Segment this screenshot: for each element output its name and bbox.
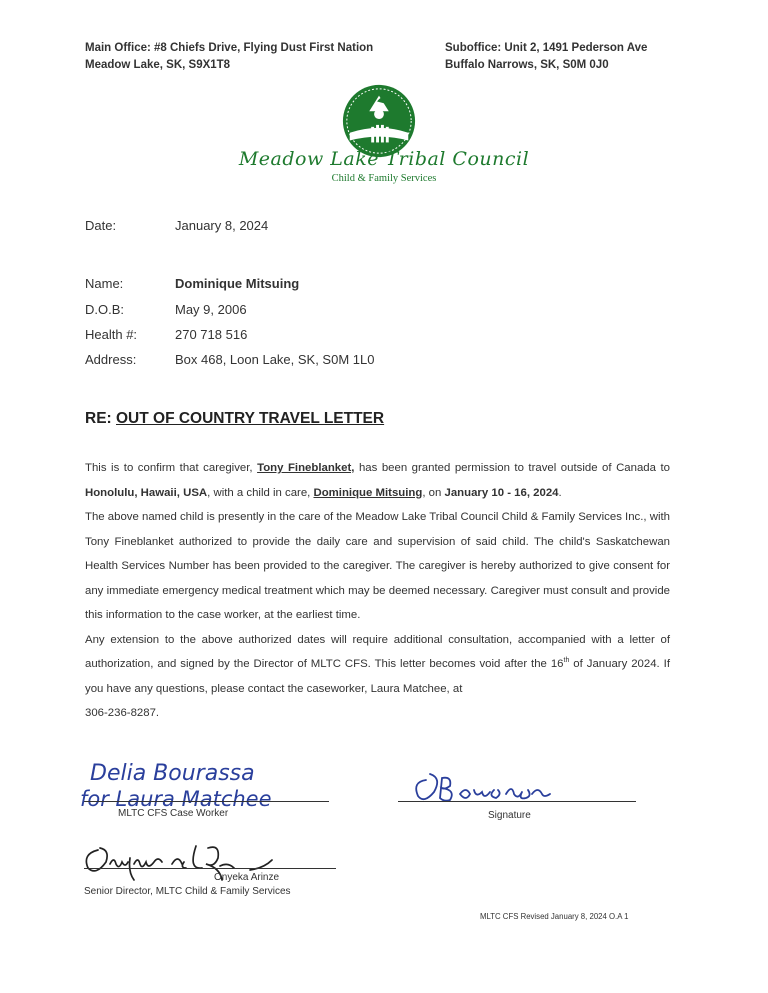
- paragraph-3: [85, 628, 670, 702]
- suboffice-address: [445, 40, 647, 74]
- paragraph-2: The above named child is presently in the care of the Meadow Lake Tribal Council Child & Family Services Inc., with Tony Fineblanket authorized to provide the daily care and supervision of said child. The child's Saskatchewan Health Services Number has been provided to the caregiver. The caregiver is hereby authorized to give consent for any immediate emergency medical treatment which may be deemed necessary. Caregiver must consult and provide this information to the case worker, at the earliest time.: [85, 511, 670, 621]
- signature-line: [398, 801, 636, 802]
- health-number-label: Health #:: [85, 327, 138, 342]
- date-label: Date:: [85, 218, 117, 233]
- main-office-line2: Meadow Lake, SK, S9X1T8: [85, 59, 231, 71]
- signature-label: Signature: [488, 810, 531, 821]
- main-office-address: [85, 40, 373, 74]
- handwritten-name-line2: for Laura Matchee: [80, 787, 272, 811]
- p1-text-e: .: [558, 486, 562, 499]
- p1-text-d: , on: [422, 486, 445, 499]
- letter-body: [85, 456, 670, 726]
- handwritten-name-line1: Delia Bourassa: [90, 761, 255, 786]
- dob-value: May 9, 2006: [175, 302, 247, 317]
- re-prefix: RE:: [85, 410, 116, 427]
- suboffice-line1: Suboffice: Unit 2, 1491 Pederson Ave: [445, 42, 648, 54]
- address-value: Box 468, Loon Lake, SK, S0M 1L0: [175, 352, 375, 367]
- organization-subtitle: Child & Family Services: [331, 173, 437, 184]
- p3-text-a: Any extension to the above authorized dates will require additional consultation, accompanied with a letter of authorization, and signed by the Director of MLTC CFS. This letter becomes void after the 16: [85, 633, 670, 670]
- travel-dates: January 10 - 16, 2024: [444, 486, 559, 499]
- address-label: Address:: [85, 352, 137, 367]
- main-office-line1: Main Office: #8 Chiefs Drive, Flying Dust First Nation: [85, 42, 374, 54]
- case-worker-label: MLTC CFS Case Worker: [118, 808, 229, 819]
- organization-name: Meadow Lake Tribal Council: [238, 148, 530, 170]
- child-name: Dominique Mitsuing: [313, 486, 423, 499]
- p1-text-c: , with a child in care,: [207, 486, 314, 499]
- director-title: Senior Director, MLTC Child & Family Services: [84, 886, 291, 897]
- p1-text-b: has been granted permission to travel outside of Canada to: [354, 462, 670, 474]
- director-signature-line: [84, 868, 336, 869]
- suboffice-line2: Buffalo Narrows, SK, S0M 0J0: [445, 59, 609, 71]
- director-signature-scribble: [80, 836, 320, 888]
- paragraph-1: [85, 456, 670, 505]
- p3-superscript: th: [563, 657, 570, 665]
- health-number-value: 270 718 516: [175, 327, 248, 342]
- phone-number: 306-236-8287.: [85, 707, 160, 719]
- case-worker-signature-line: [84, 801, 329, 802]
- name-value: Dominique Mitsuing: [175, 276, 300, 291]
- re-title: OUT OF COUNTRY TRAVEL LETTER: [116, 410, 385, 427]
- name-label: Name:: [85, 276, 124, 291]
- dob-label: D.O.B:: [85, 302, 125, 317]
- destination: Honolulu, Hawaii, USA: [85, 486, 208, 499]
- date-value: January 8, 2024: [175, 218, 269, 233]
- case-worker-handwritten-signature: [78, 756, 338, 812]
- p1-text-a: This is to confirm that caregiver,: [85, 462, 258, 474]
- footer-revision: MLTC CFS Revised January 8, 2024 O.A 1: [480, 912, 629, 921]
- caregiver-name: Tony Fineblanket,: [257, 462, 355, 474]
- p3-text-b: of January 2024. If you have any questions, please contact the caseworker, Laura Matchee, at: [85, 658, 670, 695]
- re-heading: [85, 410, 384, 428]
- director-name: Onyeka Arinze: [214, 872, 280, 883]
